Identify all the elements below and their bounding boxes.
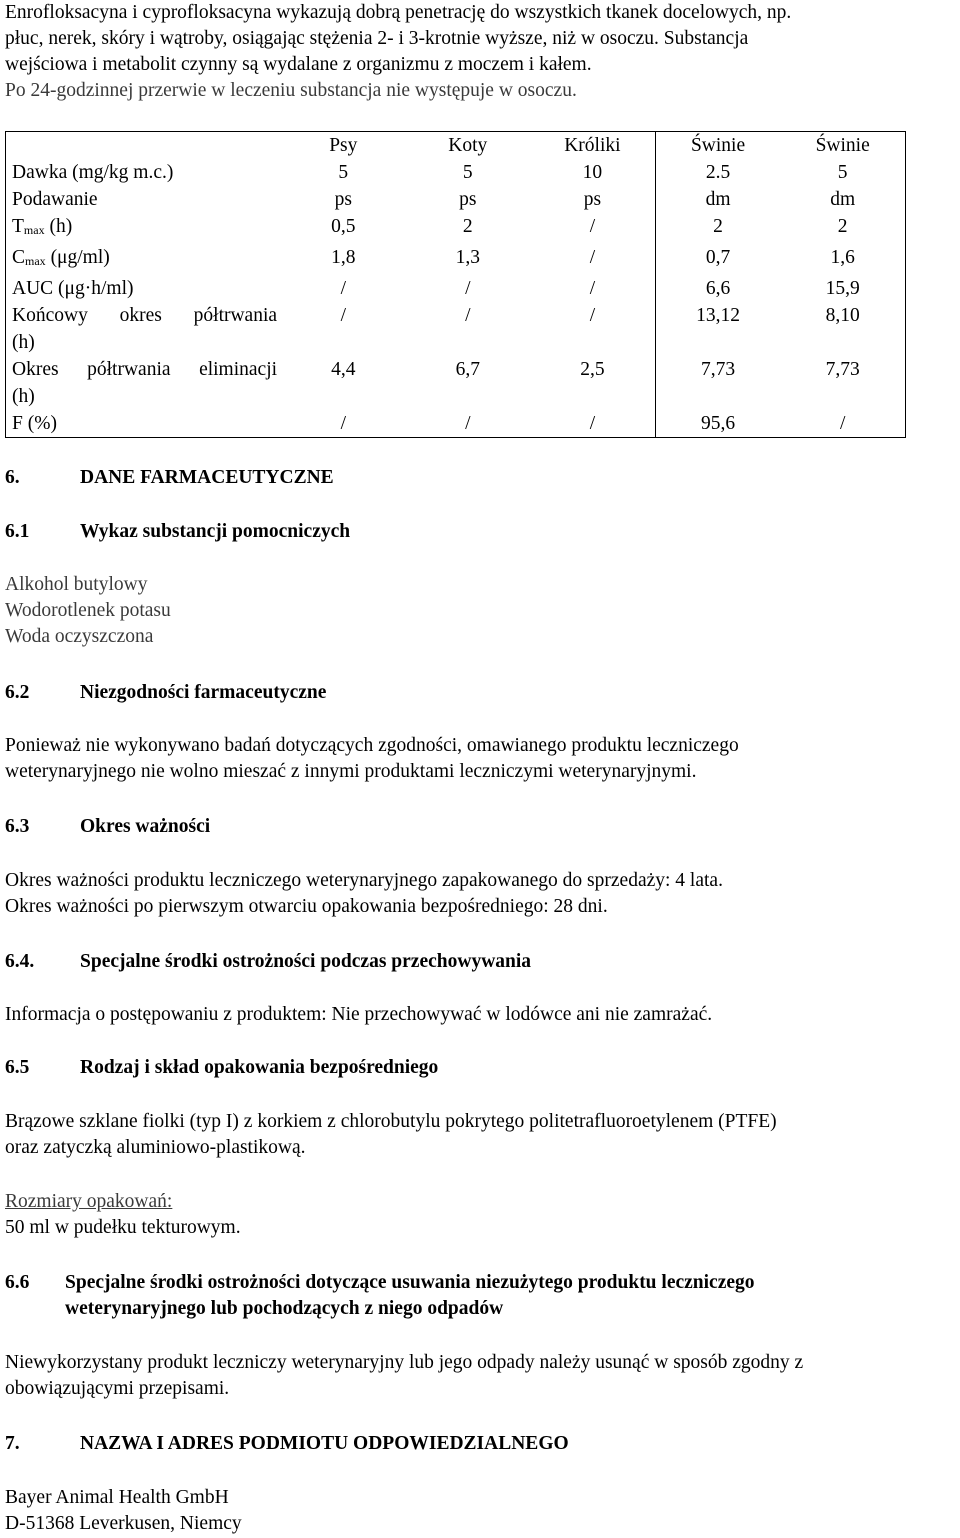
row-label: AUC (μg·h/ml) [12, 278, 134, 299]
section-number: 7. [5, 1433, 20, 1454]
row-label: Dawka (mg/kg m.c.) [12, 162, 174, 183]
body-line: Ponieważ nie wykonywano badań dotyczących zgodności, omawianego produktu leczniczego [5, 735, 739, 756]
table-cell: dm [655, 186, 780, 213]
label-line: Końcowy okres półtrwania [12, 305, 278, 326]
table-cell: ps [334, 189, 352, 210]
table-cell: / [340, 305, 346, 326]
label-subscript: max [25, 254, 46, 268]
body-line: Informacja o postępowaniu z produktem: Nie przechowywać w lodówce ani nie zamrażać. [5, 1004, 713, 1025]
table-cell: 1,8 [331, 247, 356, 268]
table-row [6, 356, 906, 410]
package-sizes [5, 1189, 241, 1241]
body-line: Niewykorzystany produkt leczniczy weterynaryjny lub jego odpady należy usunąć w sposób zgodny z [5, 1352, 804, 1373]
table-cell: 5 [462, 162, 473, 183]
intro-line: Enrofloksacyna i cyprofloksacyna wykazują dobrą penetrację do wszystkich tkanek docelowych, np. [5, 2, 792, 23]
section-6-1-heading [5, 519, 350, 545]
table-cell: 7,73 [655, 356, 780, 410]
section-6-heading [5, 465, 334, 491]
intro-paragraph [5, 0, 957, 104]
table-cell: 6,7 [455, 359, 480, 380]
table-header-cell: Psy [329, 135, 358, 156]
section-number: 6.5 [5, 1057, 30, 1078]
section-6-4-body [5, 1002, 712, 1028]
table-cell: 2 [462, 216, 473, 237]
table-cell: / [340, 278, 346, 299]
table-header-cell: Króliki [564, 135, 621, 156]
table-cell: 8,10 [825, 305, 860, 326]
pharmacokinetics-table [5, 131, 906, 438]
package-sizes-value: 50 ml w pudełku tekturowym. [5, 1217, 241, 1238]
section-number: 6.4. [5, 951, 35, 972]
label-line: (h) [12, 386, 35, 407]
table-cell: / [340, 413, 346, 434]
table-cell: / [465, 278, 471, 299]
section-title: Wykaz substancji pomocniczych [80, 521, 351, 542]
table-cell: 4,4 [331, 359, 356, 380]
table-cell: 1,3 [455, 247, 480, 268]
table-cell: / [465, 413, 471, 434]
section-title: NAZWA I ADRES PODMIOTU ODPOWIEDZIALNEGO [80, 1433, 569, 1454]
table-cell: 6,6 [655, 275, 780, 302]
table-header-cell: Świnie [655, 132, 780, 160]
section-6-5-heading [5, 1055, 438, 1081]
section-6-6-heading [5, 1270, 755, 1322]
row-label [6, 244, 282, 275]
table-cell: 1,6 [830, 247, 855, 268]
body-line: weterynaryjnego nie wolno mieszać z innymi produktami leczniczymi weterynaryjnymi. [5, 761, 697, 782]
marketing-authorisation-holder [5, 1485, 242, 1537]
section-number: 6.1 [5, 521, 30, 542]
row-label: Podawanie [12, 189, 98, 210]
body-line: Brązowe szklane fiolki (typ I) z korkiem z chlorobutylu pokrytego politetrafluoroetylenem (PTFE) [5, 1111, 777, 1132]
section-number: 6.2 [5, 682, 30, 703]
label-line: Okres półtrwania eliminacji [12, 359, 278, 380]
list-item: Woda oczyszczona [5, 626, 154, 647]
excipients-list [5, 572, 171, 650]
section-6-3-body [5, 868, 723, 920]
section-6-4-heading [5, 949, 531, 975]
table-cell: / [589, 247, 596, 268]
table-cell: 5 [837, 162, 848, 183]
table-header-cell [6, 132, 282, 160]
document-page [5, 0, 957, 1534]
label-main: T [12, 216, 24, 237]
table-cell: 0,5 [331, 216, 356, 237]
body-line: oraz zatyczką aluminiowo-plastikową. [5, 1137, 306, 1158]
row-label: F (%) [12, 413, 57, 434]
section-7-heading [5, 1431, 569, 1457]
table-cell: / [589, 278, 596, 299]
list-item: Alkohol butylowy [5, 574, 148, 595]
label-unit: (h) [44, 216, 73, 237]
table-cell: 10 [582, 162, 603, 183]
section-title: Specjalne środki ostrożności podczas przechowywania [80, 951, 532, 972]
section-title: DANE FARMACEUTYCZNE [80, 467, 334, 488]
table-cell: ps [459, 189, 477, 210]
section-6-3-heading [5, 814, 210, 840]
list-item: Wodorotlenek potasu [5, 600, 171, 621]
section-title: weterynaryjnego lub pochodzących z niego odpadów [65, 1298, 504, 1319]
section-title: Niezgodności farmaceutyczne [80, 682, 327, 703]
section-number: 6.3 [5, 816, 30, 837]
row-label [6, 213, 282, 244]
table-row [6, 244, 906, 275]
table-header-cell: Świnie [815, 135, 870, 156]
label-line: (h) [12, 332, 35, 353]
table-cell: 13,12 [655, 302, 780, 356]
intro-line: wejściowa i metabolit czynny są wydalane z organizmu z moczem i kałem. [5, 54, 592, 75]
table-cell: 2 [655, 213, 780, 244]
table-row [6, 213, 906, 244]
intro-line: Po 24-godzinnej przerwie w leczeniu substancja nie występuje w osoczu. [5, 80, 577, 101]
table-cell: 2,5 [580, 359, 605, 380]
section-6-5-body [5, 1109, 777, 1161]
table-row [6, 302, 906, 356]
table-row [6, 159, 906, 186]
company-name: Bayer Animal Health GmbH [5, 1487, 229, 1508]
body-line: obowiązującymi przepisami. [5, 1378, 230, 1399]
table-cell: dm [830, 189, 856, 210]
table-row [6, 275, 906, 302]
table-cell: ps [583, 189, 602, 210]
section-number: 6.6 [5, 1272, 30, 1293]
section-6-2-body [5, 733, 739, 785]
body-line: Okres ważności po pierwszym otwarciu opakowania bezpośredniego: 28 dni. [5, 896, 608, 917]
label-main: C [12, 247, 26, 268]
body-line: Okres ważności produktu leczniczego weterynaryjnego zapakowanego do sprzedaży: 4 lata. [5, 870, 723, 891]
table-cell: 5 [338, 162, 349, 183]
section-number: 6. [5, 467, 20, 488]
table-cell: 95,6 [655, 410, 780, 438]
table-cell: / [589, 305, 596, 326]
label-unit: (μg/ml) [45, 247, 110, 268]
table-cell: 2.5 [655, 159, 780, 186]
table-cell: / [465, 305, 471, 326]
section-6-6-body [5, 1350, 803, 1402]
table-row [6, 186, 906, 213]
company-address: D-51368 Leverkusen, Niemcy [5, 1513, 242, 1534]
table-cell: / [589, 413, 596, 434]
section-title: Specjalne środki ostrożności dotyczące usuwania niezużytego produktu leczniczego [65, 1272, 755, 1293]
table-header-cell: Koty [448, 135, 488, 156]
section-6-2-heading [5, 680, 326, 706]
package-sizes-label: Rozmiary opakowań: [5, 1191, 173, 1212]
row-label [6, 356, 282, 410]
label-subscript: max [23, 223, 45, 237]
table-cell: 0,7 [655, 244, 780, 275]
table-cell: 15,9 [825, 278, 860, 299]
table-cell: / [589, 216, 596, 237]
intro-line: płuc, nerek, skóry i wątroby, osiągając stężenia 2- i 3-krotnie wyższe, niż w osoczu. Substancja [5, 28, 749, 49]
table-cell: / [839, 413, 846, 434]
section-title: Rodzaj i skład opakowania bezpośredniego [80, 1057, 439, 1078]
table-header-row [6, 132, 906, 160]
table-cell: 7,73 [825, 359, 860, 380]
row-label [6, 302, 282, 356]
table-cell: 2 [837, 216, 848, 237]
table-row [6, 410, 906, 438]
section-title: Okres ważności [80, 816, 211, 837]
